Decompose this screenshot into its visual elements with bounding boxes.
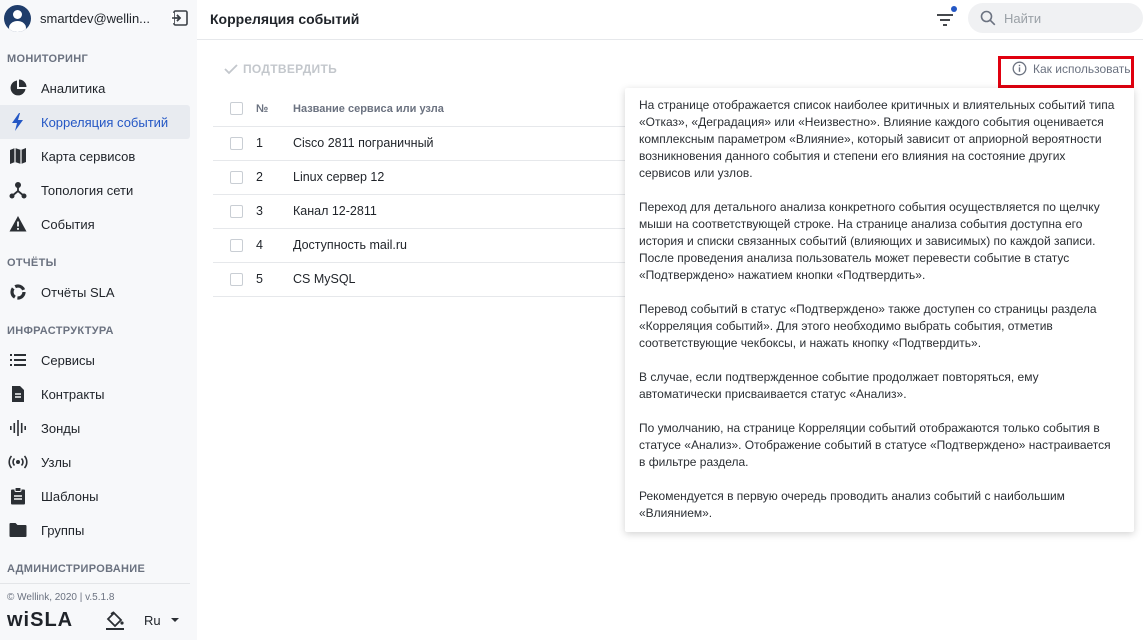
table-row[interactable] <box>213 126 633 160</box>
sidebar <box>0 0 197 640</box>
section-infrastructure: ИНФРАСТРУКТУРА <box>7 325 114 337</box>
section-administration: АДМИНИСТРИРОВАНИЕ <box>7 563 146 575</box>
help-paragraph: Рекомендуется в первую очередь проводить анализ событий с наибольшим «Влиянием». <box>639 489 1065 520</box>
search-icon <box>980 10 996 26</box>
section-reports: ОТЧЁТЫ <box>7 257 57 269</box>
language-value: Ru <box>144 612 161 628</box>
row-num: 5 <box>256 262 293 296</box>
folder-icon <box>8 520 28 540</box>
confirm-button[interactable] <box>224 62 337 76</box>
search-input[interactable] <box>1004 11 1124 26</box>
sidebar-item-sla-reports[interactable] <box>0 275 190 309</box>
row-checkbox[interactable] <box>230 239 243 252</box>
sidebar-item-label: Аналитика <box>41 80 106 96</box>
row-checkbox[interactable] <box>230 171 243 184</box>
language-select[interactable] <box>144 613 182 628</box>
sidebar-item-label: Группы <box>41 522 85 538</box>
row-num: 4 <box>256 228 293 262</box>
top-bar <box>197 0 1143 40</box>
sidebar-item-label: Корреляция событий <box>41 114 169 130</box>
broadcast-icon <box>8 452 28 472</box>
column-header-name[interactable]: Название сервиса или узла <box>293 92 633 126</box>
column-header-num[interactable]: № <box>256 92 293 126</box>
sidebar-item-label: События <box>41 216 95 232</box>
probe-icon <box>8 418 28 438</box>
filter-active-indicator <box>951 6 957 12</box>
select-all-checkbox[interactable] <box>230 102 243 115</box>
check-icon <box>224 63 238 75</box>
sidebar-item-groups[interactable] <box>0 513 190 547</box>
search-box[interactable] <box>968 3 1143 33</box>
sidebar-footer <box>0 583 190 637</box>
help-paragraph: В случае, если подтвержденное событие продолжает повторяться, ему автоматически присваивается статус «Анализ». <box>639 370 1039 401</box>
confirm-label: ПОДТВЕРДИТЬ <box>243 62 338 76</box>
clipboard-icon <box>8 486 28 506</box>
how-to-use-label: Как использовать <box>1033 61 1131 76</box>
topology-icon <box>8 180 28 200</box>
filter-icon <box>936 11 954 29</box>
pie-chart-icon <box>8 78 28 98</box>
help-paragraph: На странице отображается список наиболее критичных и влиятельных событий типа «Отказ», «Деградация» или «Неизвестно». Влияние каждого события оценивается комплексным параметром «Влияние», который зависит от априорной вероятности возникновения данного события и степени его влияния на состояние других сервисов или узлов. <box>639 98 1115 180</box>
user-panel <box>0 0 197 36</box>
row-name: Канал 12-2811 <box>293 194 633 228</box>
chevron-down-icon <box>168 615 182 625</box>
sidebar-item-label: Шаблоны <box>41 488 99 504</box>
table-row[interactable] <box>213 262 633 296</box>
sidebar-item-events[interactable] <box>0 207 190 241</box>
table-row[interactable] <box>213 194 633 228</box>
row-name: Доступность mail.ru <box>293 228 633 262</box>
row-num: 1 <box>256 126 293 160</box>
help-paragraph: По умолчанию, на странице Корреляции событий отображаются только события в статусе «Анализ». Отображение событий в статусе «Подтверждено» настраивается в фильтре раздела. <box>639 421 1111 469</box>
sidebar-item-label: Отчёты SLA <box>41 284 115 300</box>
list-icon <box>8 350 28 370</box>
sidebar-item-service-map[interactable] <box>0 139 190 173</box>
app-logo: wiSLA <box>7 608 74 631</box>
help-paragraph: Перевод событий в статус «Подтверждено» также доступен со страницы раздела «Корреляция событий». Для этого необходимо выбрать события, отметив соответствующие чекбоксы, и нажать кнопку «Подтвердить». <box>639 302 1097 350</box>
avatar[interactable] <box>4 5 31 32</box>
sidebar-item-event-correlation[interactable] <box>0 105 190 139</box>
help-paragraph: Переход для детального анализа конкретного события осуществляется по щелчку мыши на соответствующей строке. На странице анализа события доступна его история и списки связанных событий (влияющих и зависимых) по каждой записи. После проведения анализа пользователь может перевести событие в статус «Подтверждено» нажатием кнопки «Подтвердить». <box>639 200 1100 282</box>
copyright: © Wellink, 2020 | v.5.1.8 <box>7 592 115 603</box>
sidebar-item-label: Сервисы <box>41 352 95 368</box>
row-checkbox[interactable] <box>230 273 243 286</box>
warning-icon <box>8 214 28 234</box>
row-name: CS MySQL <box>293 262 633 296</box>
row-num: 2 <box>256 160 293 194</box>
sidebar-item-analytics[interactable] <box>0 71 190 105</box>
events-table <box>213 92 633 297</box>
table-row[interactable] <box>213 228 633 262</box>
section-monitoring: МОНИТОРИНГ <box>7 53 88 65</box>
row-name: Cisco 2811 пограничный <box>293 126 633 160</box>
row-checkbox[interactable] <box>230 205 243 218</box>
sidebar-item-templates[interactable] <box>0 479 190 513</box>
user-email: smartdev@wellin... <box>40 10 151 26</box>
row-checkbox[interactable] <box>230 137 243 150</box>
page-title: Корреляция событий <box>210 11 360 27</box>
info-icon <box>1012 61 1027 76</box>
help-popover <box>625 88 1134 532</box>
sidebar-item-probes[interactable] <box>0 411 190 445</box>
document-icon <box>8 384 28 404</box>
sidebar-item-contracts[interactable] <box>0 377 190 411</box>
row-num: 3 <box>256 194 293 228</box>
map-icon <box>8 146 28 166</box>
sidebar-item-nodes[interactable] <box>0 445 190 479</box>
sidebar-item-services[interactable] <box>0 343 190 377</box>
paint-bucket-icon[interactable] <box>105 610 125 630</box>
lightning-icon <box>8 112 28 132</box>
filter-button[interactable] <box>936 9 958 29</box>
sidebar-item-label: Зонды <box>41 420 81 436</box>
logout-icon[interactable] <box>171 9 189 27</box>
table-row[interactable] <box>213 160 633 194</box>
sidebar-item-label: Контракты <box>41 386 105 402</box>
sidebar-item-label: Карта сервисов <box>41 148 136 164</box>
sidebar-item-network-topology[interactable] <box>0 173 190 207</box>
sidebar-item-label: Топология сети <box>41 182 134 198</box>
table-header-row <box>213 92 633 126</box>
sidebar-item-label: Узлы <box>41 454 72 470</box>
how-to-use-link[interactable] <box>1012 61 1143 76</box>
donut-icon <box>8 282 28 302</box>
row-name: Linux сервер 12 <box>293 160 633 194</box>
